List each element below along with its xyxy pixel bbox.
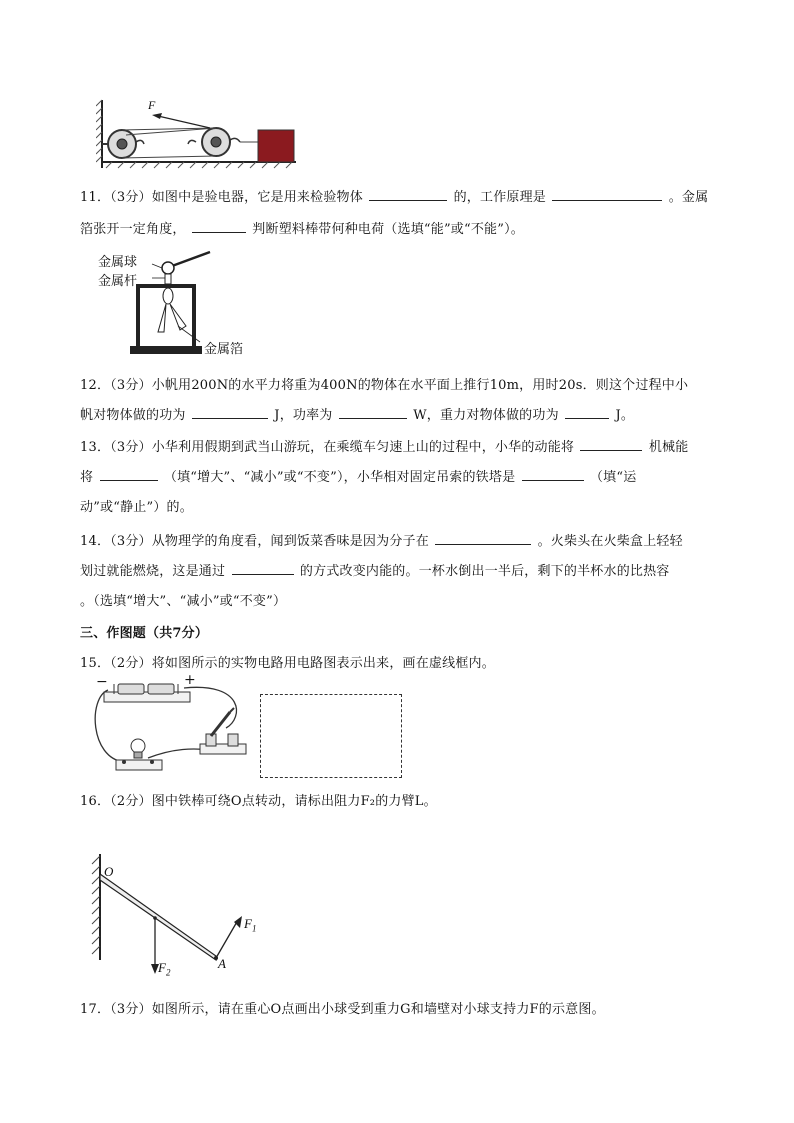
answer-dashed-box[interactable]	[260, 694, 402, 778]
lever-figure	[88, 850, 278, 980]
blank[interactable]	[552, 188, 662, 201]
f2-label: $F_2$	[158, 960, 171, 978]
section-heading: 三、作图题（共7分）	[80, 626, 209, 641]
label-metal-ball: 金属球	[98, 255, 138, 270]
q12-line2: 帆对物体做的功为 J，功率为 W，重力对物体做的功为 J。	[80, 408, 635, 423]
blank[interactable]	[565, 406, 609, 419]
blank[interactable]	[192, 406, 268, 419]
q16-text: 16．（2分）图中铁棒可绕O点转动，请标出阻力F₂的力臂L。	[80, 794, 437, 809]
q13-line2: 将 （填“增大”、“减小”或“不变”），小华相对固定吊索的铁塔是 （填“运	[80, 470, 637, 485]
q13-line3: 动”或“静止”）的。	[80, 500, 193, 515]
blank[interactable]	[369, 188, 447, 201]
q11-line2: 箔张开一定角度， 判断塑料棒带何种电荷（选填“能”或“不能”）。	[80, 222, 524, 237]
circuit-figure	[94, 672, 254, 774]
pulley-figure	[96, 96, 302, 172]
plus-sign: +	[184, 672, 196, 688]
minus-sign: −	[96, 674, 108, 690]
q11-line1: 11．（3分）如图中是验电器，它是用来检验物体 的，工作原理是 。金属	[80, 190, 709, 205]
point-o-label: O	[104, 864, 114, 879]
point-a-label: A	[218, 956, 226, 971]
electroscope-figure	[96, 246, 276, 358]
q13-line1: 13．（3分）小华利用假期到武当山游玩，在乘缆车匀速上山的过程中，小华的动能将 机械能	[80, 440, 689, 455]
blank[interactable]	[232, 562, 294, 575]
blank[interactable]	[339, 406, 407, 419]
q14-line1: 14．（3分）从物理学的角度看，闻到饭菜香味是因为分子在 。火柴头在火柴盒上轻轻	[80, 534, 683, 549]
label-metal-rod: 金属杆	[98, 274, 138, 289]
force-label: F	[148, 98, 156, 112]
q12-line1: 12．（3分）小帆用200N的水平力将重为400N的物体在水平面上推行10m，用时20s．则这个过程中小	[80, 378, 689, 393]
blank[interactable]	[522, 468, 584, 481]
blank[interactable]	[192, 220, 246, 233]
q15-text: 15．（2分）将如图所示的实物电路用电路图表示出来，画在虚线框内。	[80, 656, 495, 671]
q14-line2: 划过就能燃烧，这是通过 的方式改变内能的。一杯水倒出一半后，剩下的半杯水的比热容	[80, 564, 670, 579]
q17-text: 17．（3分）如图所示，请在重心O点画出小球受到重力G和墙壁对小球支持力F的示意图。	[80, 1002, 605, 1017]
q14-line3: 。（选填“增大”、“减小”或“不变”）	[80, 594, 287, 609]
blank[interactable]	[580, 438, 642, 451]
label-metal-foil: 金属箔	[204, 342, 244, 357]
blank[interactable]	[100, 468, 158, 481]
f1-label: $F_1$	[244, 916, 257, 934]
blank[interactable]	[435, 532, 531, 545]
